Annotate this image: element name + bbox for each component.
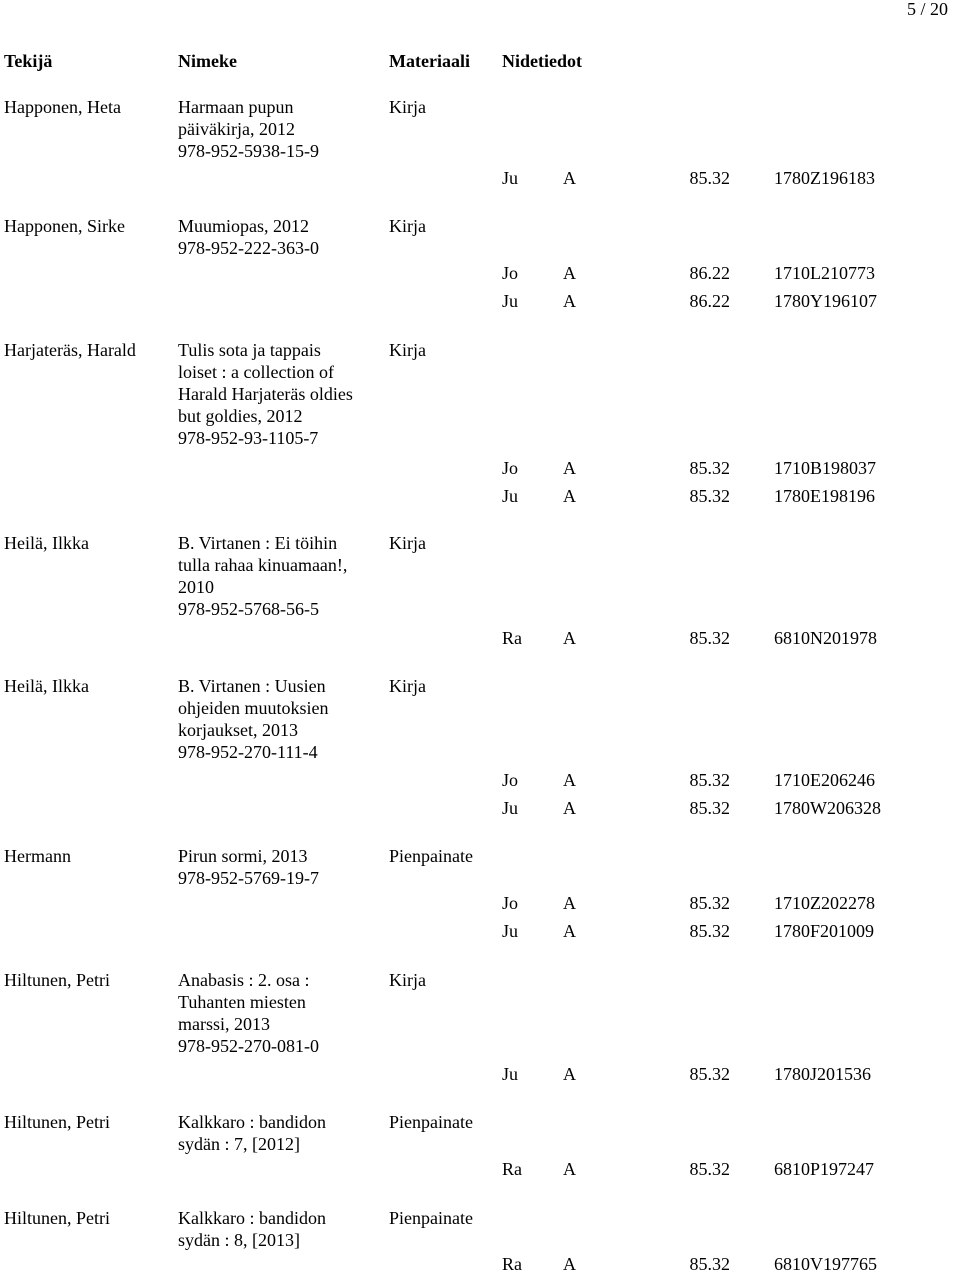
holding-id: 6810P197247: [774, 1159, 875, 1179]
record-author: Happonen, Sirke: [4, 216, 125, 236]
record-title: [178, 969, 319, 1057]
holding-shelf: A: [563, 1159, 576, 1179]
holding-location: Jo: [502, 770, 519, 790]
holding-shelf: A: [563, 458, 576, 478]
holding-class: 85.32: [689, 628, 730, 648]
holding-shelf: A: [563, 628, 576, 648]
holding-class: 85.32: [689, 1159, 730, 1179]
record-title-line: ohjeiden muutoksien: [178, 698, 329, 718]
header-title: Nimeke: [178, 51, 237, 71]
record-material: Pienpainate: [389, 1208, 473, 1228]
record-title-line: 978-952-270-081-0: [178, 1036, 319, 1056]
record-title-line: Kalkkaro : bandidon: [178, 1208, 326, 1228]
header-material: Materiaali: [389, 51, 470, 71]
record-author: Harjateräs, Harald: [4, 340, 136, 360]
record-title: [178, 215, 319, 259]
page-number: 5 / 20: [906, 0, 948, 19]
holding-class: 85.32: [689, 486, 730, 506]
record-title-line: tulla rahaa kinuamaan!,: [178, 555, 348, 575]
holding-class: 86.22: [689, 291, 730, 311]
holding-shelf: A: [563, 893, 576, 913]
record-author: Hermann: [4, 846, 71, 866]
record-title-line: loiset : a collection of: [178, 362, 334, 382]
record-material: Kirja: [389, 970, 426, 990]
record-material: Kirja: [389, 533, 426, 553]
record-title: [178, 845, 319, 889]
record-title: [178, 96, 319, 162]
record-title: [178, 532, 347, 620]
holding-location: Ra: [502, 1159, 522, 1179]
record-material: Pienpainate: [389, 1112, 473, 1132]
holding-location: Ra: [502, 628, 522, 648]
record-title-line: Pirun sormi, 2013: [178, 846, 308, 866]
record-title: [178, 1207, 326, 1251]
holding-shelf: A: [563, 291, 576, 311]
holding-id: 1780Y196107: [774, 291, 877, 311]
record-author: Happonen, Heta: [4, 97, 121, 117]
holding-class: 85.32: [689, 1064, 730, 1084]
record-title-line: Tulis sota ja tappais: [178, 340, 321, 360]
holding-id: 1710L210773: [774, 263, 875, 283]
holding-class: 86.22: [689, 263, 730, 283]
holding-shelf: A: [563, 1064, 576, 1084]
record-title-line: Tuhanten miesten: [178, 992, 306, 1012]
record-title-line: 978-952-93-1105-7: [178, 428, 319, 448]
holding-id: 1780E198196: [774, 486, 875, 506]
holding-location: Ju: [502, 486, 519, 506]
holding-class: 85.32: [689, 1254, 730, 1274]
holding-location: Ju: [502, 291, 519, 311]
holding-shelf: A: [563, 770, 576, 790]
record-title-line: Kalkkaro : bandidon: [178, 1112, 326, 1132]
holding-shelf: A: [563, 486, 576, 506]
record-title-line: 978-952-5938-15-9: [178, 141, 319, 161]
holding-location: Ju: [502, 168, 519, 188]
holding-id: 1780F201009: [774, 921, 875, 941]
holding-location: Jo: [502, 458, 519, 478]
holding-location: Ra: [502, 1254, 522, 1274]
record-title-line: sydän : 8, [2013]: [178, 1230, 300, 1250]
record-title-line: päiväkirja, 2012: [178, 119, 295, 139]
record-material: Kirja: [389, 340, 426, 360]
holding-id: 1780J201536: [774, 1064, 872, 1084]
holding-location: Ju: [502, 921, 519, 941]
record-title: [178, 339, 353, 449]
record-title-line: B. Virtanen : Ei töihin: [178, 533, 338, 553]
holding-shelf: A: [563, 1254, 576, 1274]
record-material: Kirja: [389, 97, 426, 117]
holding-location: Ju: [502, 1064, 519, 1084]
holding-location: Ju: [502, 798, 519, 818]
record-title-line: marssi, 2013: [178, 1014, 270, 1034]
header-holdings: Nidetiedot: [502, 51, 582, 71]
record-title-line: Harald Harjateräs oldies: [178, 384, 353, 404]
holding-shelf: A: [563, 921, 576, 941]
record-title-line: B. Virtanen : Uusien: [178, 676, 326, 696]
holding-shelf: A: [563, 168, 576, 188]
holding-id: 1780W206328: [774, 798, 881, 818]
record-title-line: but goldies, 2012: [178, 406, 303, 426]
record-material: Kirja: [389, 216, 426, 236]
record-material: Pienpainate: [389, 846, 473, 866]
record-title-line: 2010: [178, 577, 214, 597]
record-title-line: Harmaan pupun: [178, 97, 294, 117]
holding-id: 6810V197765: [774, 1254, 877, 1274]
holding-class: 85.32: [689, 168, 730, 188]
holding-class: 85.32: [689, 770, 730, 790]
record-title-line: korjaukset, 2013: [178, 720, 298, 740]
record-material: Kirja: [389, 676, 426, 696]
holding-id: 1710E206246: [774, 770, 875, 790]
record-author: Hiltunen, Petri: [4, 1112, 110, 1132]
record-title-line: Muumiopas, 2012: [178, 216, 310, 236]
holding-class: 85.32: [689, 921, 730, 941]
holding-class: 85.32: [689, 893, 730, 913]
record-title-line: 978-952-5769-19-7: [178, 868, 319, 888]
holding-location: Jo: [502, 263, 519, 283]
holding-id: 6810N201978: [774, 628, 877, 648]
record-title-line: sydän : 7, [2012]: [178, 1134, 300, 1154]
record-author: Heilä, Ilkka: [4, 676, 89, 696]
record-title-line: 978-952-222-363-0: [178, 238, 319, 258]
holding-location: Jo: [502, 893, 519, 913]
holding-class: 85.32: [689, 798, 730, 818]
holding-id: 1710Z202278: [774, 893, 875, 913]
record-title-line: 978-952-5768-56-5: [178, 599, 319, 619]
record-title-line: Anabasis : 2. osa :: [178, 970, 310, 990]
header-author: Tekijä: [4, 51, 53, 71]
record-author: Hiltunen, Petri: [4, 1208, 110, 1228]
holding-class: 85.32: [689, 458, 730, 478]
record-title: [178, 1111, 326, 1155]
record-title: [178, 675, 328, 763]
holding-shelf: A: [563, 798, 576, 818]
holding-id: 1710B198037: [774, 458, 877, 478]
record-author: Heilä, Ilkka: [4, 533, 89, 553]
holding-id: 1780Z196183: [774, 168, 875, 188]
record-author: Hiltunen, Petri: [4, 970, 110, 990]
record-title-line: 978-952-270-111-4: [178, 742, 318, 762]
holding-shelf: A: [563, 263, 576, 283]
